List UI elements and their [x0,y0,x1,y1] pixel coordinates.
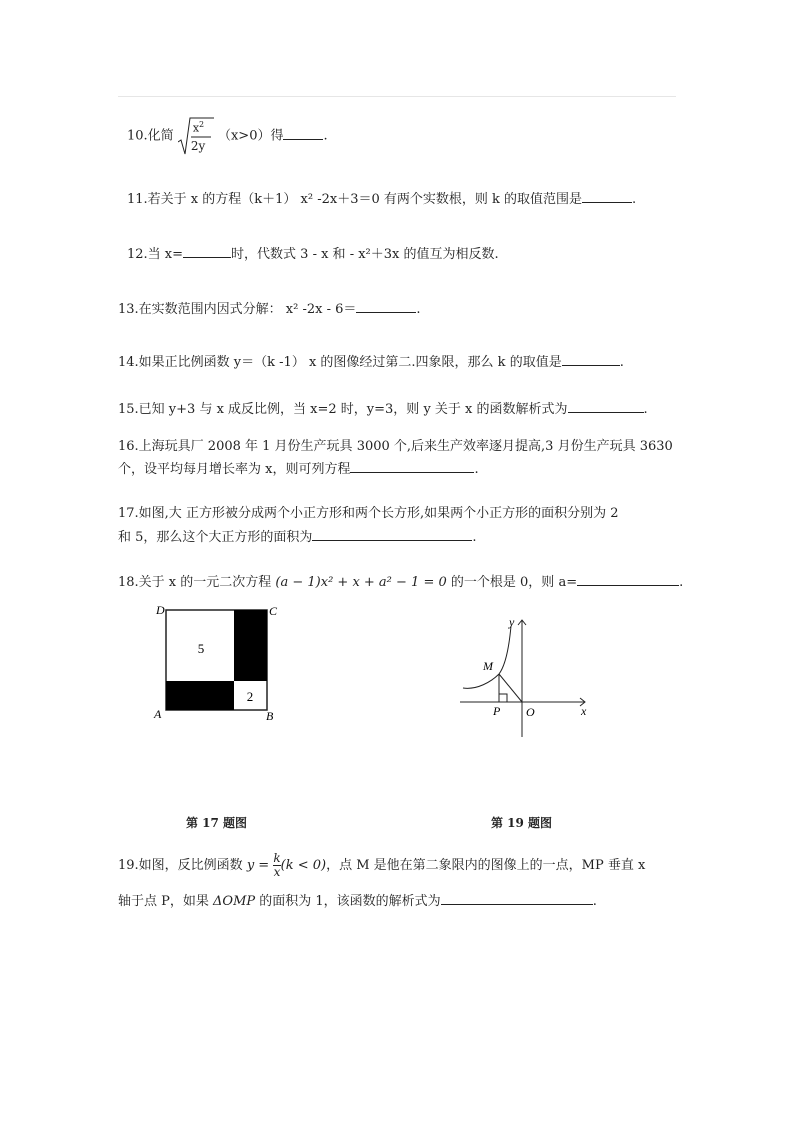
question-13 [118,298,421,321]
q11-end: . [632,192,637,207]
question-19 [118,848,645,884]
answer-blank-19[interactable] [441,890,593,905]
q17-line2: 和 5，那么这个大正方形的面积为 [118,530,313,545]
fig19-label-x: x [581,704,587,718]
q13-end: . [416,302,421,317]
header-rule [118,96,676,97]
answer-blank-13[interactable] [356,298,416,313]
answer-blank-18[interactable] [577,571,679,586]
fig19-label-m: M [483,659,493,673]
fig19-label-p: P [493,704,501,718]
fig19-hyperbola [463,626,511,688]
fig17-vertex-d: D [156,603,165,617]
q19-triangle: ΔOMP [213,894,256,909]
q10-rad-num: x [192,121,200,135]
q19-condition: (k < 0) [280,858,327,873]
fig19-right-angle [499,694,507,702]
figure-19 [455,612,605,742]
fig17-vertex-b: B [266,709,274,723]
q16-line1: 16.上海玩具厂 2008 年 1 月份生产玩具 3000 个,后来生产效率逐月提高,3 月份生产玩具 3630 [118,439,673,454]
q18-prefix: 18.关于 x 的一元二次方程 [118,575,272,590]
q19-fraction [273,852,280,879]
question-17 [118,502,618,550]
question-18 [118,571,683,594]
q19-suffix: ，点 M 是他在第二象限内的图像上的一点，MP 垂直 x [326,858,646,873]
q14-text: 14.如果正比例函数 y＝（k -1） x 的图像经过第二.四象限，那么 k 的取值是 [118,355,562,370]
answer-blank-17[interactable] [312,526,472,541]
q10-rad-exp: 2 [199,120,205,129]
q10-radical [178,116,214,156]
figure-17-caption: 第 17 题图 [186,816,248,830]
answer-blank-15[interactable] [568,398,644,413]
fig19-segment-mo [499,674,522,702]
q11-text: 11.若关于 x 的方程（k＋1） x² -2x＋3＝0 有两个实数根，则 k 的取值范围是 [127,192,583,207]
q10-prefix: 10.化简 [127,128,174,144]
fig19-label-y: y [509,615,515,629]
q17-end: . [472,530,477,545]
q18-equation: (a − 1)x² + x + a² − 1 = 0 [275,575,447,590]
fig17-vertex-a: A [154,707,162,721]
q19-prefix: 19.如图，反比例函数 [118,858,243,873]
q19-y-eq: y = [246,858,270,873]
fig17-label-five: 5 [197,641,205,656]
q10-rad-den: 2y [190,139,206,153]
answer-blank-14[interactable] [562,351,620,366]
q19-frac-den: x [273,865,281,879]
answer-blank-10[interactable] [283,125,323,140]
answer-blank-11[interactable] [582,188,632,203]
question-12 [127,243,499,266]
fig17-vertex-c: C [269,604,278,618]
q10-end: . [323,128,328,144]
q10-suffix: （x>0）得 [217,128,284,144]
q19-line2a: 轴于点 P，如果 [118,894,209,909]
q18-suffix: 的一个根是 0，则 a= [450,575,578,590]
fig19-label-o: O [526,705,535,719]
q16-line2: 个，设平均每月增长率为 x，则可列方程 [118,462,351,477]
question-15 [118,398,648,421]
fig17-black-rect-bottom [166,681,234,710]
question-10 [127,116,328,156]
question-19-line2 [118,890,597,913]
figure-17 [150,600,290,730]
q12-prefix: 12.当 x= [127,247,184,262]
q16-end: . [474,462,479,477]
q17-line1: 17.如图,大 正方形被分成两个小正方形和两个长方形,如果两个小正方形的面积分别为 2 [118,506,619,521]
fig17-label-two: 2 [246,689,254,704]
question-16 [118,436,673,481]
q13-text: 13.在实数范围内因式分解： x² -2x - 6＝ [118,302,357,317]
q14-end: . [619,355,624,370]
q12-suffix: 时，代数式 3 - x 和 - x²＋3x 的值互为相反数. [231,247,499,262]
fig17-black-rect-right [234,610,267,681]
question-11 [127,188,636,211]
q19-line2b: 的面积为 1，该函数的解析式为 [259,894,441,909]
question-14 [118,351,624,374]
q19-end: . [592,894,597,909]
q15-end: . [643,402,648,417]
q19-frac-num: k [273,851,281,865]
q18-end: . [679,575,684,590]
answer-blank-12[interactable] [183,243,231,258]
answer-blank-16[interactable] [350,458,474,473]
q15-text: 15.已知 y+3 与 x 成反比例，当 x=2 时，y=3，则 y 关于 x 的函数解析式为 [118,402,568,417]
figure-19-caption: 第 19 题图 [491,816,553,830]
